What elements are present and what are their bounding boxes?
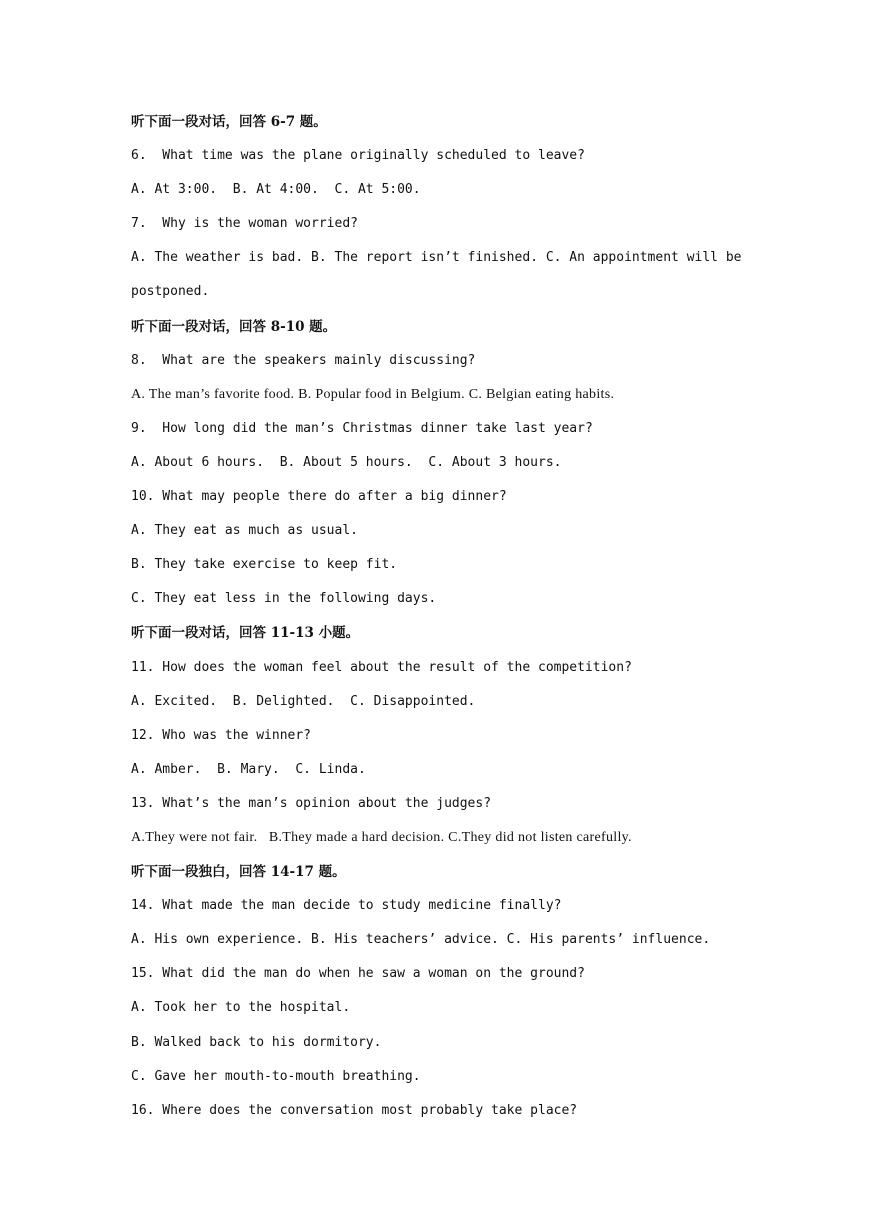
document-line: 14. What made the man decide to study medicine finally? [131, 898, 562, 914]
document-line: A. Amber. B. Mary. C. Linda. [131, 761, 366, 777]
document-line: A. The man’s favorite food. B. Popular food in Belgium. C. Belgian eating habits. [131, 386, 615, 402]
document-line: A. His own experience. B. His teachers’ advice. C. His parents’ influence. [131, 932, 711, 948]
document-line: A. Excited. B. Delighted. C. Disappointed. [131, 693, 476, 709]
document-body [131, 111, 751, 1134]
document-line: A.They were not fair. B.They made a hard decision. C.They did not listen carefully. [131, 829, 632, 845]
document-line: 15. What did the man do when he saw a woman on the ground? [131, 966, 585, 982]
document-line: 11. How does the woman feel about the result of the competition? [131, 659, 632, 675]
document-line: 10. What may people there do after a big dinner? [131, 489, 507, 505]
document-line: C. Gave her mouth-to-mouth breathing. [131, 1068, 421, 1084]
document-line: A. The weather is bad. B. The report isn’t finished. C. An appointment will be [131, 250, 742, 266]
document-line: 7. Why is the woman worried? [131, 216, 358, 232]
document-line: A. At 3:00. B. At 4:00. C. At 5:00. [131, 182, 421, 198]
document-line: A. About 6 hours. B. About 5 hours. C. About 3 hours. [131, 454, 562, 470]
document-line: 12. Who was the winner? [131, 727, 312, 743]
document-line: 6. What time was the plane originally scheduled to leave? [131, 148, 585, 164]
document-line: B. They take exercise to keep fit. [131, 557, 398, 573]
document-line: 13. What’s the man’s opinion about the judges? [131, 795, 492, 811]
document-line: B. Walked back to his dormitory. [131, 1034, 382, 1050]
document-line: A. Took her to the hospital. [131, 1000, 351, 1016]
document-line: 8. What are the speakers mainly discussing? [131, 352, 476, 368]
section-heading: 听下面一段对话，回答 11-13 小题。 [131, 625, 360, 642]
document-line: 16. Where does the conversation most probably take place? [131, 1102, 578, 1118]
section-heading: 听下面一段对话，回答 8-10 题。 [131, 318, 337, 335]
document-line: 9. How long did the man’s Christmas dinner take last year? [131, 420, 593, 436]
section-heading: 听下面一段对话，回答 6-7 题。 [131, 114, 327, 130]
document-line: A. They eat as much as usual. [131, 523, 358, 539]
document-line: C. They eat less in the following days. [131, 591, 437, 607]
document-line: postponed. [131, 284, 210, 300]
section-heading: 听下面一段独白，回答 14-17 题。 [131, 864, 346, 881]
